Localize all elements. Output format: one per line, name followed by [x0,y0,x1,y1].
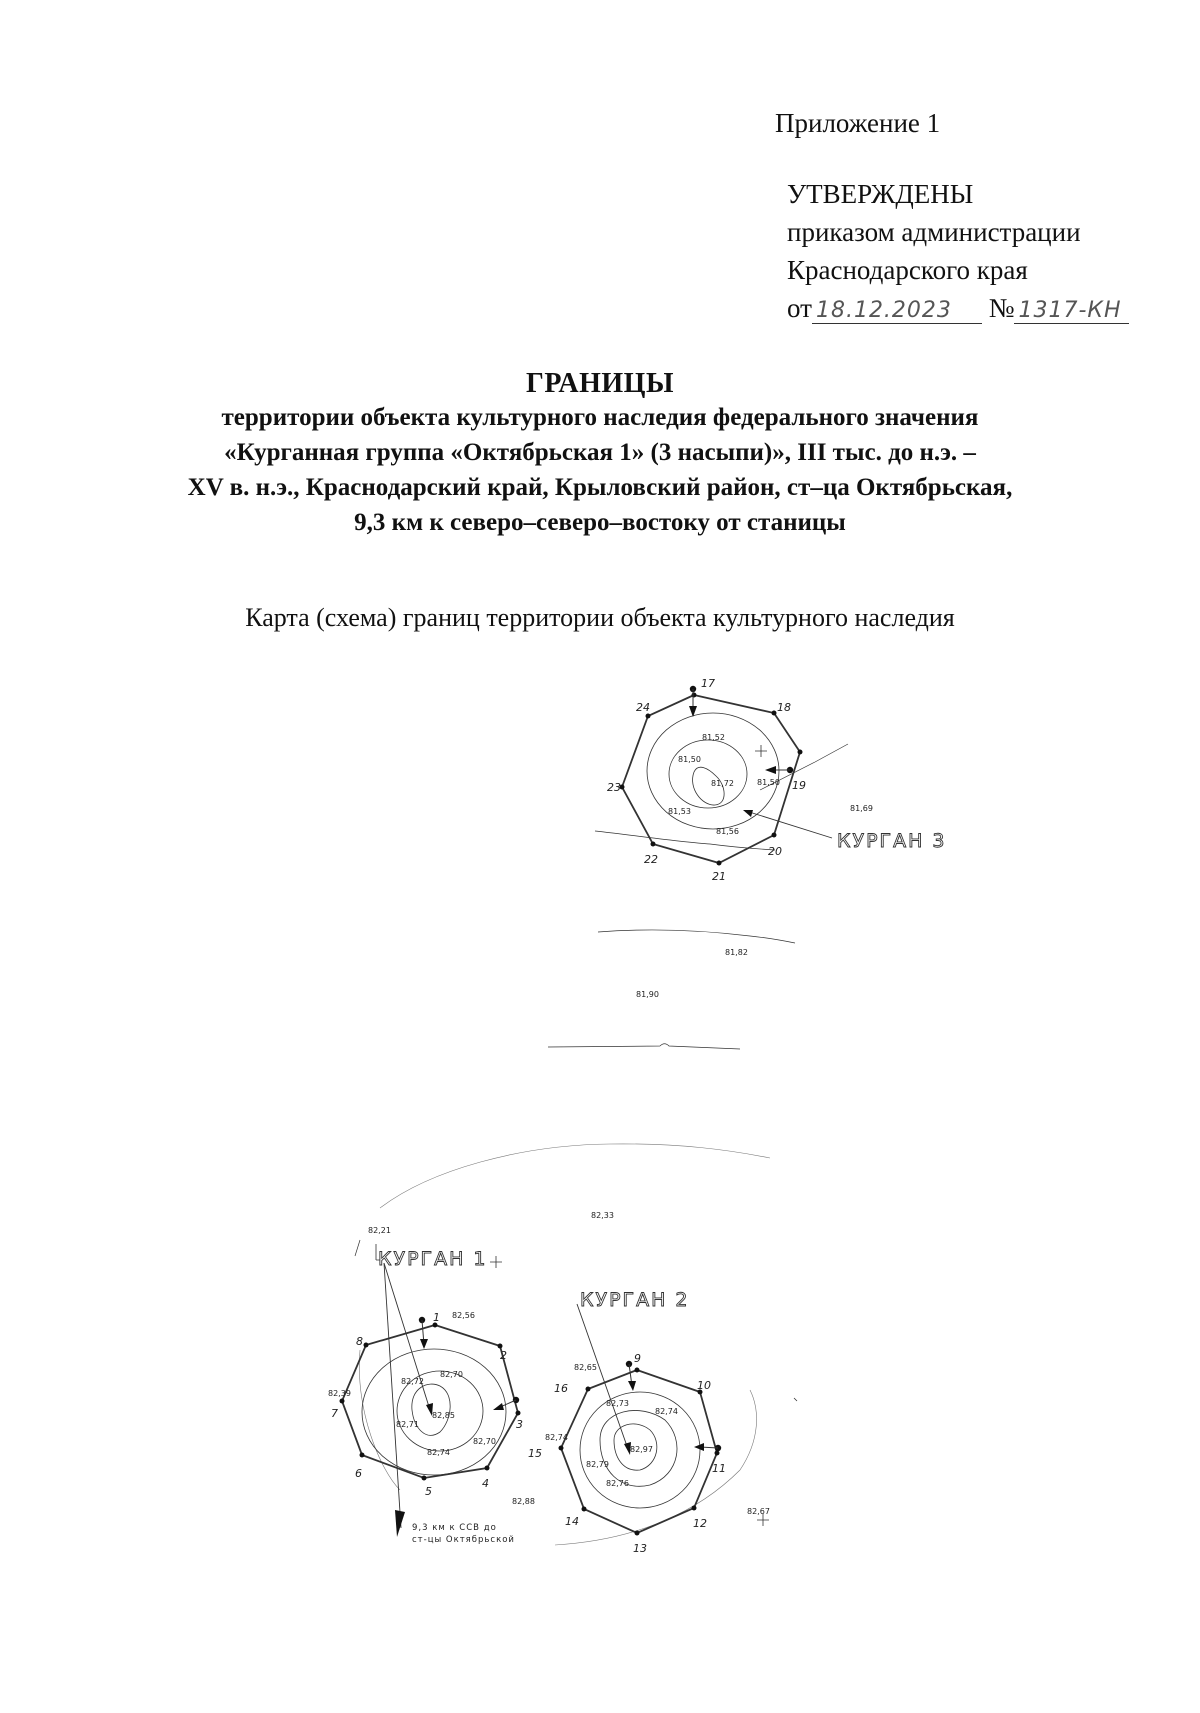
field-line [598,930,795,943]
field-line [355,1240,360,1256]
point-number: 8 [356,1335,363,1348]
map-caption: Карта (схема) границ территории объекта культурного наследия [245,603,955,632]
elevation-mark: 82,70 [440,1370,463,1379]
kurgan-3-leader [746,811,832,838]
elevation-mark: 82,97 [630,1445,653,1454]
point-number: 9 [634,1352,641,1365]
point-number: 17 [701,677,715,690]
elevation-mark: 82,74 [545,1433,568,1442]
title-line-2: «Курганная группа «Октябрьская 1» (3 насыпи)», III тыс. до н.э. – [224,439,976,466]
point-number: 11 [712,1462,726,1475]
point-number: 10 [697,1379,711,1392]
point-number: 2 [500,1349,507,1362]
point-number: 12 [693,1517,707,1530]
elevation-mark: 82,73 [606,1399,629,1408]
title-main: ГРАНИЦЫ [526,368,674,399]
elevation-mark: 82,74 [655,1407,678,1416]
point-number: 13 [633,1542,647,1555]
elevation-mark: 81,69 [850,804,873,813]
kurgan-2-label: КУРГАН 2 [580,1289,690,1311]
point-number: 14 [565,1515,579,1528]
elevation-mark: 81,72 [711,779,734,788]
handwritten-number: 1317-КН [1014,299,1129,324]
elevation-mark: 82,65 [574,1363,597,1372]
elevation-mark: 82,72 [401,1377,424,1386]
elevation-mark: 82,70 [473,1437,496,1446]
kurgan-3-group [595,686,848,866]
direction-line [384,1263,401,1528]
point-number: 15 [528,1447,542,1460]
field-line [548,1044,740,1049]
contour-line [647,713,779,829]
point-number: 18 [777,701,791,714]
approved-by-line2: Краснодарского края [787,255,1028,285]
road-line [595,831,775,850]
elevation-mark: 82,33 [591,1211,614,1220]
elevation-mark: 81,90 [636,990,659,999]
elevation-mark: 82,67 [747,1507,770,1516]
point-number: 16 [554,1382,568,1395]
elevation-mark: 81,82 [725,948,748,957]
north-arrow-icon [395,1510,405,1537]
point-number: 22 [644,853,658,866]
elevation-mark: 82,79 [586,1460,609,1469]
point-number: 23 [607,781,621,794]
elevation-mark: 82,88 [512,1497,535,1506]
date-prefix: от [787,293,812,323]
crosshair-mark [755,745,767,757]
point-number: 5 [425,1485,432,1498]
elevation-mark: 81,52 [702,733,725,742]
elevation-mark: 82,21 [368,1226,391,1235]
elevation-mark: 81,50 [757,778,780,787]
crosshair-mark [490,1256,502,1268]
point-number: 6 [355,1467,362,1480]
elevation-mark: 82,71 [396,1420,419,1429]
appendix-label: Приложение 1 [775,108,941,138]
title-line-1: территории объекта культурного наследия федерального значения [221,404,979,431]
title-line-3: XV в. н.э., Краснодарский край, Крыловский район, ст–ца Октябрьская, [187,474,1013,501]
elevation-mark: 81,56 [716,827,739,836]
approved-title: УТВЕРЖДЕНЫ [787,179,974,209]
field-line [380,1144,770,1208]
direction-note-line2: ст-цы Октябрьской [412,1535,515,1545]
contour-line [669,740,747,808]
elevation-mark: 82,39 [328,1389,351,1398]
number-prefix: № [988,293,1015,323]
title-line-4: 9,3 км к северо–северо–востоку от станицы [354,509,846,536]
point-number: 4 [482,1477,489,1490]
direction-note-line1: 9,3 км к ССВ до [412,1523,497,1533]
kurgan-3-label: КУРГАН 3 [837,830,947,852]
point-number: 20 [768,845,782,858]
elevation-mark: 82,56 [452,1311,475,1320]
elevation-mark: 81,50 [678,755,701,764]
handwritten-date: 18.12.2023 [812,299,982,324]
point-number: 3 [516,1418,523,1431]
kurgan-1-label: КУРГАН 1 [378,1248,488,1270]
point-number: 21 [712,870,726,883]
point-number: 1 [433,1311,440,1324]
elevation-mark: 82,85 [432,1411,455,1420]
approved-by-line1: приказом администрации [787,217,1081,247]
elevation-mark: 81,53 [668,807,691,816]
elevation-mark: 82,74 [427,1448,450,1457]
elevation-mark: 82,76 [606,1479,629,1488]
point-number: 19 [792,779,806,792]
point-number: 7 [331,1407,338,1420]
point-number: 24 [636,701,650,714]
